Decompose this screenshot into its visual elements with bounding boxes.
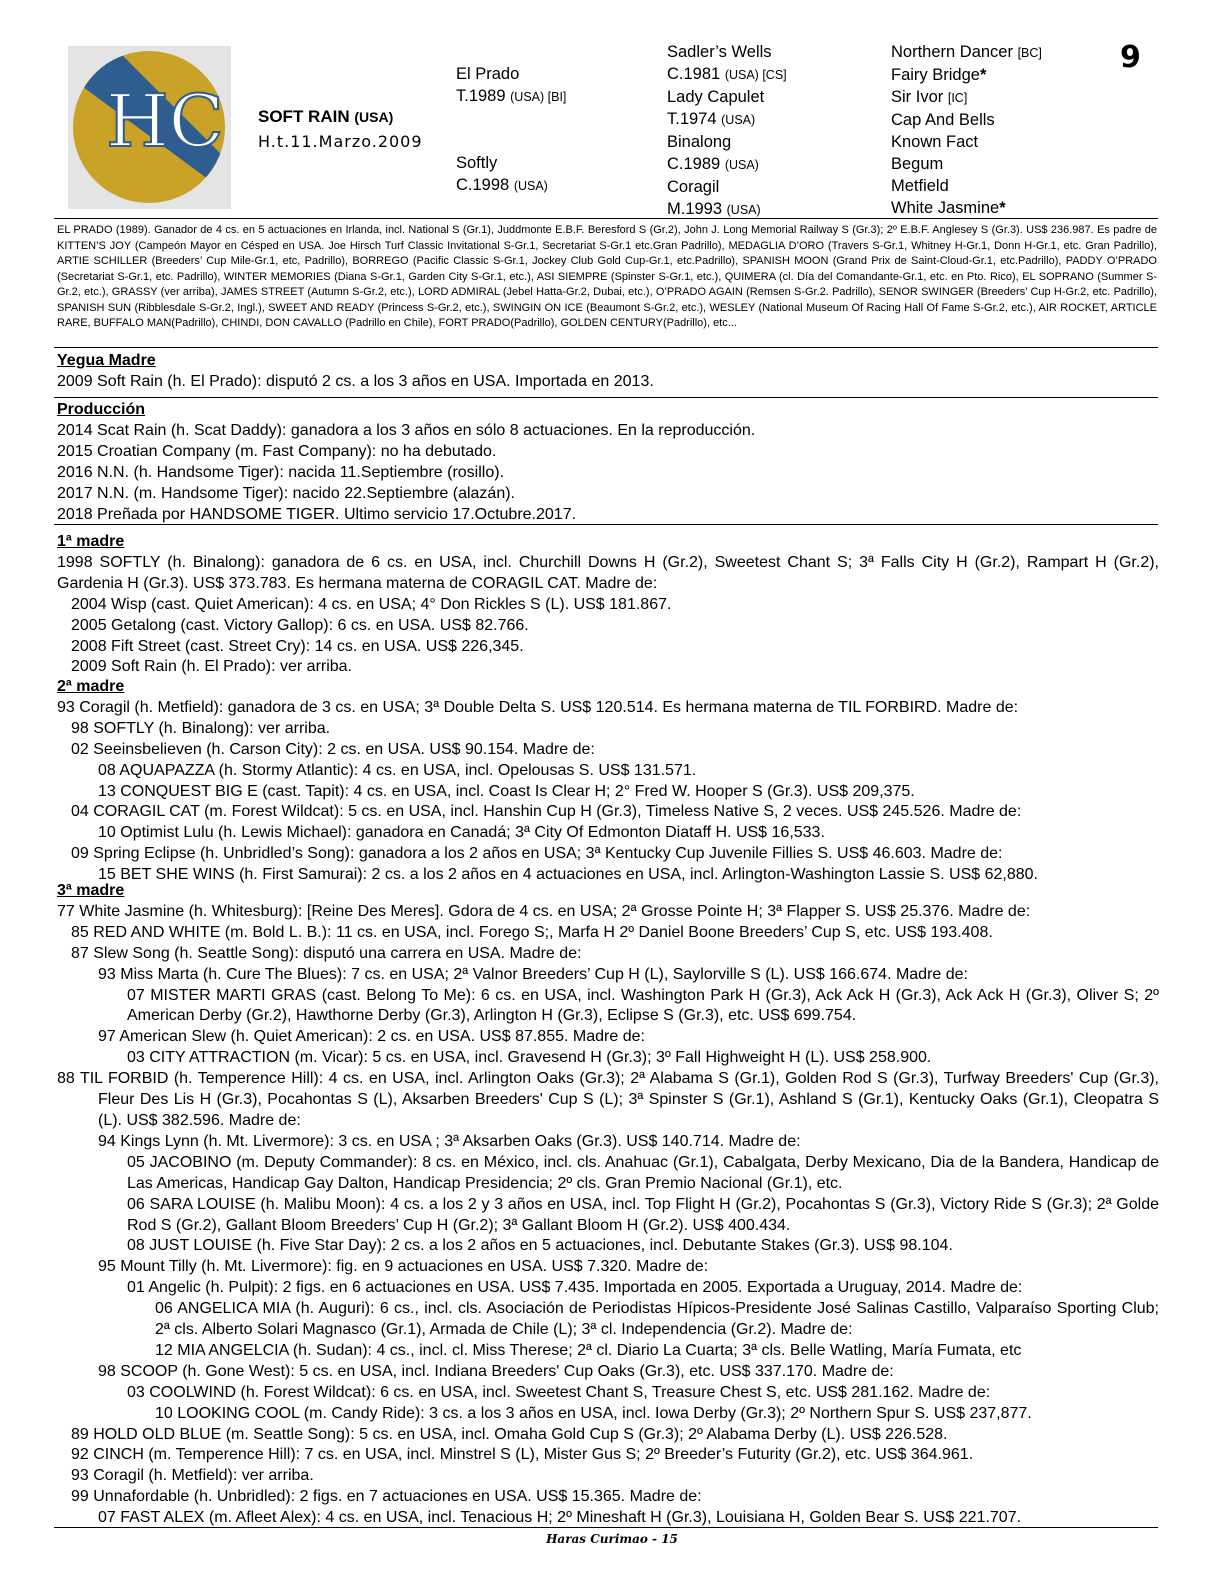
sire-summary: EL PRADO (1989). Ganador de 4 cs. en 5 actuaciones en Irlanda, incl. National S (Gr.1), Juddmonte E.B.F. Beresford S (Gr.2), John J. Long Memorial Railway S (Gr.3); 2º E.B.F. Anglesey S (Gr.3). US$ 236.987. Es padre de KITTEN’S JOY (Campeón Mayor en Césped en USA. Joe Hirsch Turf Classic Invitational S-Gr.1, Secretariat S-Gr.1 etc.Gran Padrillo), MEDAGLIA D’ORO (Travers S-Gr.1, Whitney H-Gr.1, Donn H-Gr.1, etc. Gran Padrillo), ARTIE SCHILLER (Breeders’ Cup Mile-Gr.1, etc, Padrillo), BORREGO (Pacific Classic S-Gr.1, Jockey Club Gold Cup-Gr.1, etc.Padrillo), SPANISH MOON (Grand Prix de Saint-Cloud-Gr.1, etc.Padrillo), PADDY O’PRADO (Secretariat S-Gr.1, etc. Padrillo), WINTER MEMORIES (Diana S-Gr.1, Garden City S-Gr.1, etc.), ASI SIEMPRE (Spinster S-Gr.1, etc.), QUIMERA (cl. Día del Comandante-Gr.1, etc. en Pto. Rico), EL SOPRANO (Summer S-Gr.2, etc.), GRASSY (ver arriba), JAMES STREET (Autumn S-Gr.2, etc.), LORD ADMIRAL (Jebel Hatta-Gr.2, Dubai, etc.), O’PRADO AGAIN (Remsen S-Gr.2. Padrillo), SENOR SWINGER (Breeders’ Cup H-Gr.2, etc. Padrillo), SPANISH SUN (Ribblesdale S-Gr.2, Ingl.), SWEET AND READY (Princess S-Gr.2, etc.), SWINGIN ON ICE (Beaumont S-Gr.2, etc.), WESLEY (National Museum Of Racing Hall Of Fame S-Gr.2, etc.), AIR ROCKET, ARTICLE RARE, BUFFALO MAN(Padrillo), CHINDI, DON CAVALLO (Padrillo en Chile), FORT PRADO(Padrillo), GOLDEN CENTURY(Padrillo), etc... (57, 224, 1157, 329)
list-item: 08 AQUAPAZZA (h. Stormy Atlantic): 4 cs. en USA, incl. Opelousas S. US$ 131.571. (98, 761, 697, 779)
list-item: 10 LOOKING COOL (m. Candy Ride): 3 cs. a los 3 años en USA, incl. Iowa Derby (Gr.3); 2º Northern Spur S. US$ 237,877. (155, 1404, 1032, 1422)
divider (54, 397, 1158, 398)
pedigree-dam: Softly C.1998 (USA) (456, 154, 548, 194)
list-item: 2008 Fift Street (cast. Street Cry): 14 cs. en USA. US$ 226,345. (71, 637, 524, 655)
list-item: 2016 N.N. (h. Handsome Tiger): nacida 11.Septiembre (rosillo). (57, 463, 505, 481)
list-item: 2015 Croatian Company (m. Fast Company): no ha debutado. (57, 442, 497, 460)
list-item: 77 White Jasmine (h. Whitesburg): [Reine Des Meres]. Gdora de 4 cs. en USA; 2ª Grosse Pointe H; 3ª Flapper S. US$ 25.376. Madre de: (57, 902, 1031, 920)
list-item: 15 BET SHE WINS (h. First Samurai): 2 cs. a los 2 años en 4 actuaciones en USA, incl. Arlington-Washington Lassie S. US$ 62,880. (98, 866, 1038, 884)
list-item: 2009 Soft Rain (h. El Prado): disputó 2 cs. a los 3 años en USA. Importada en 2013. (57, 372, 654, 390)
list-item: 13 CONQUEST BIG E (cast. Tapit): 4 cs. en USA, incl. Coast Is Clear H; 2° Fred W. Hooper S (Gr.3). US$ 209,375. (98, 782, 915, 800)
pedigree-column-2: Sadler’s Wells C.1981 (USA) [CS] Lady Capulet T.1974 (USA) Binalong C.1989 (USA) Coragil M.1993 (USA) (667, 43, 787, 218)
footer: Haras Curimao - 15 (546, 1532, 678, 1546)
list-item: 93 Coragil (h. Metfield): ver arriba. (71, 1467, 314, 1485)
list-item: 03 COOLWIND (h. Forest Wildcat): 6 cs. en USA, incl. Sweetest Chant S, Treasure Chest S, etc. US$ 281.162. Madre de: (127, 1383, 991, 1401)
divider (54, 524, 1158, 525)
list-item: 98 SOFTLY (h. Binalong): ver arriba. (71, 719, 331, 737)
list-item: 12 MIA ANGELCIA (h. Sudan): 4 cs., incl. cl. Miss Therese; 2ª cl. Diario La Cuarta; 3ª cls. Belle Watling, María Fumata, etc (155, 1341, 1022, 1359)
list-item: 95 Mount Tilly (h. Mt. Livermore): fig. en 9 actuaciones en USA. US$ 7.320. Madre de: (98, 1258, 709, 1276)
list-item: 92 CINCH (m. Temperence Hill): 7 cs. en USA, incl. Minstrel S (L), Mister Gus S; 2º Breeder’s Futurity (Gr.2), etc. US$ 364.961. (71, 1446, 974, 1464)
list-item: 93 Miss Marta (h. Cure The Blues): 7 cs. en USA; 2ª Valnor Breeders’ Cup H (L), Saylorville S (L). US$ 166.674. Madre de: (98, 965, 968, 983)
pedigree-sire: El Prado T.1989 (USA) [BI] (456, 65, 567, 105)
list-item: 09 Spring Eclipse (h. Unbridled’s Song): ganadora a los 2 años en USA; 3ª Kentucky Cup Juvenile Fillies S. US$ 46.603. Madre de: (71, 845, 1003, 863)
section-heading: 1ª madre (57, 533, 125, 550)
list-item: 2018 Preñada por HANDSOME TIGER. Ultimo servicio 17.Octubre.2017. (57, 505, 577, 523)
svg-text:HC: HC (106, 79, 224, 163)
horse-name: SOFT RAIN (USA) (258, 107, 394, 126)
section-heading: Producción (57, 401, 146, 418)
section-madre-3 (57, 881, 1159, 1529)
section-heading: Yegua Madre (57, 352, 156, 369)
list-item: 01 Angelic (h. Pulpit): 2 figs. en 6 actuaciones en USA. US$ 7.435. Importada en 2005. Exportada a Uruguay, 2014. Madre de: (127, 1279, 1023, 1297)
list-item: 94 Kings Lynn (h. Mt. Livermore): 3 cs. en USA ; 3ª Aksarben Oaks (Gr.3). US$ 140.714. Madre de: (98, 1132, 801, 1150)
list-item: 2004 Wisp (cast. Quiet American): 4 cs. en USA; 4° Don Rickles S (L). US$ 181.867. (71, 595, 672, 613)
list-item: 89 HOLD OLD BLUE (m. Seattle Song): 5 cs. en USA, incl. Omaha Gold Cup S (Gr.3); 2º Alabama Derby (L). US$ 226.528. (71, 1425, 948, 1443)
list-item: 06 ANGELICA MIA (h. Auguri): 6 cs., incl. cls. Asociación de Periodistas Hípicos-Presidente José Salinas Castillo, Valparaíso Sporting Club; 2ª cls. Alberto Solari Magnasco (Gr.1), Armada de Chile (L); 3ª cl. Independencia (Gr.2). Madre de: (155, 1300, 1159, 1339)
list-item: 2009 Soft Rain (h. El Prado): ver arriba. (71, 658, 353, 676)
list-item: 98 SCOOP (h. Gone West): 5 cs. en USA, incl. Indiana Breeders' Cup Oaks (Gr.3), etc. US$ 337.170. Madre de: (98, 1362, 894, 1380)
list-item: 07 MISTER MARTI GRAS (cast. Belong To Me): 6 cs. en USA, incl. Washington Park H (Gr.3), Ack Ack H (Gr.3), Ack Ack H (Gr.3), Oliver S; 2º American Derby (Gr.2), Hawthorne Derby (Gr.3), Arlington H (Gr.3), Eclipse S (Gr.3), etc. US$ 699.754. (127, 986, 1159, 1025)
page-number: 9 (1120, 40, 1141, 75)
divider (54, 1527, 1158, 1528)
section-produccion (57, 400, 1159, 525)
list-item: 2014 Scat Rain (h. Scat Daddy): ganadora a los 3 años en sólo 8 actuaciones. En la reproducción. (57, 421, 756, 439)
list-item: 08 JUST LOUISE (h. Five Star Day): 2 cs. a los 2 años en 5 actuaciones, incl. Debutante Stakes (Gr.3). US$ 98.104. (127, 1237, 953, 1255)
list-item: 04 CORAGIL CAT (m. Forest Wildcat): 5 cs. en USA, incl. Hanshin Cup H (Gr.3), Timeless Native S, 2 veces. US$ 245.526. Madre de: (71, 803, 1022, 821)
list-item: 99 Unnafordable (h. Unbridled): 2 figs. en 7 actuaciones en USA. US$ 15.365. Madre de: (71, 1488, 702, 1506)
horse-birth-info: H.t.11.Marzo.2009 (258, 132, 423, 151)
list-item: 02 Seeinsbelieven (h. Carson City): 2 cs. en USA. US$ 90.154. Madre de: (71, 740, 595, 758)
divider (54, 347, 1158, 348)
logo-emblem-icon (68, 46, 231, 209)
list-item: 88 TIL FORBID (h. Temperence Hill): 4 cs. en USA, incl. Arlington Oaks (Gr.3); 2ª Alabama S (Gr.1), Golden Rod S (Gr.3), Turfway Breeders' Cup (Gr.3), Fleur Des Lis H (Gr.3), Pocahontas S (L), Aksarben Breeders' Cup S (L); 3ª Spinster S (Gr.1), Ashland S (Gr.1), Kentucky Oaks (Gr.1), Cleopatra S (L). US$ 382.596. Madre de: (57, 1070, 1159, 1129)
list-item: 10 Optimist Lulu (h. Lewis Michael): ganadora en Canadá; 3ª City Of Edmonton Diataff H. US$ 16,533. (98, 824, 825, 842)
list-item: 2017 N.N. (m. Handsome Tiger): nacido 22.Septiembre (alazán). (57, 484, 515, 502)
section-heading: 3ª madre (57, 882, 125, 899)
section-madre-1 (57, 532, 1159, 678)
pedigree-column-3: Northern Dancer [BC] Fairy Bridge* Sir Ivor [IC] Cap And Bells Known Fact Begum Metfield White Jasmine* (891, 43, 1042, 217)
stud-logo (68, 46, 231, 209)
list-item: 07 FAST ALEX (m. Afleet Alex): 4 cs. en USA, incl. Tenacious H; 2º Mineshaft H (Gr.3), Louisiana H, Golden Bear S. US$ 221.707. (98, 1509, 1022, 1527)
list-item: 93 Coragil (h. Metfield): ganadora de 3 cs. en USA; 3ª Double Delta S. US$ 120.514. Es hermana materna de TIL FORBIRD. Madre de: (57, 698, 1019, 716)
list-item: 2005 Getalong (cast. Victory Gallop): 6 cs. en USA. US$ 82.766. (71, 616, 529, 634)
list-item: 85 RED AND WHITE (m. Bold L. B.): 11 cs. en USA, incl. Forego S;, Marfa H 2º Daniel Boone Breeders’ Cup S, etc. US$ 193.408. (71, 923, 993, 941)
list-item: 97 American Slew (h. Quiet American): 2 cs. en USA. US$ 87.855. Madre de: (98, 1028, 645, 1046)
list-item: 1998 SOFTLY (h. Binalong): ganadora de 6 cs. en USA, incl. Churchill Downs H (Gr.2), Sweetest Chant S; 3ª Falls City H (Gr.2), Rampart H (Gr.2), Gardenia H (Gr.3). US$ 373.783. Es hermana materna de CORAGIL CAT. Madre de: (57, 553, 1159, 592)
list-item: 06 SARA LOUISE (h. Malibu Moon): 4 cs. a los 2 y 3 años en USA, incl. Top Flight H (Gr.2), Pocahontas S (Gr.3), Victory Ride S (Gr.3); 2ª Golde Rod S (Gr.2), Gallant Bloom Breeders’ Cup H (Gr.2); 3ª Gallant Bloom H (Gr.2). US$ 400.434. (127, 1195, 1159, 1234)
list-item: 03 CITY ATTRACTION (m. Vicar): 5 cs. en USA, incl. Gravesend H (Gr.3); 3º Fall Highweight H (L). US$ 258.900. (127, 1049, 932, 1067)
divider (54, 218, 1158, 219)
section-madre-2 (57, 677, 1159, 886)
section-yegua-madre (57, 351, 1159, 393)
list-item: 05 JACOBINO (m. Deputy Commander): 8 cs. en México, incl. cls. Anahuac (Gr.1), Cabalgata, Derby Mexicano, Dia de la Bandera, Handicap de Las Americas, Handicap Gay Dalton, Handicap Presidencia; 2º cls. Gran Premio Nacional (Gr.1), etc. (127, 1153, 1159, 1192)
section-heading: 2ª madre (57, 678, 125, 695)
list-item: 87 Slew Song (h. Seattle Song): disputó una carrera en USA. Madre de: (71, 944, 582, 962)
